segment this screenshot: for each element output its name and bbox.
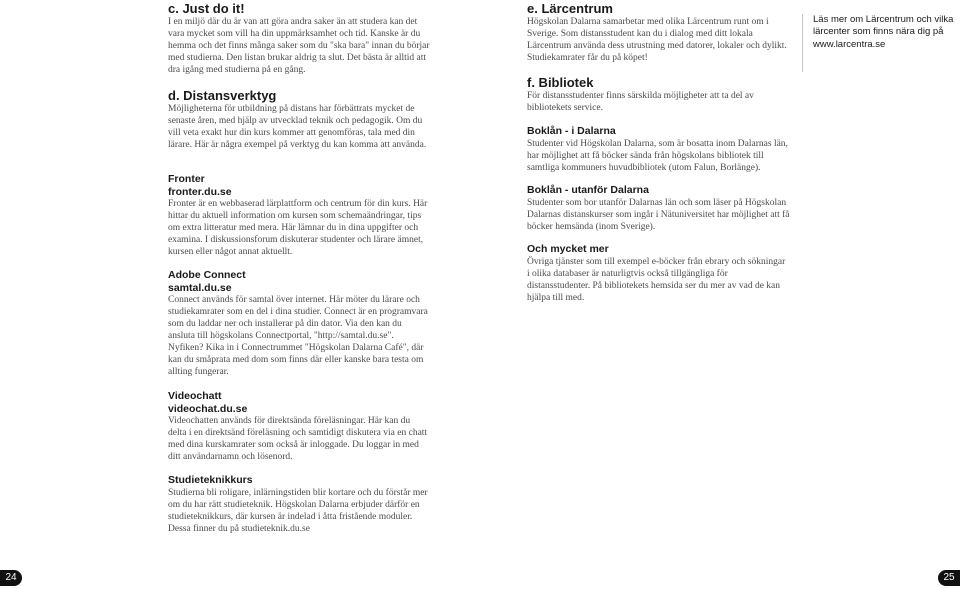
study-title: Studieteknikkurs	[168, 474, 253, 486]
more-title: Och mycket mer	[527, 243, 609, 255]
section-d	[168, 88, 430, 151]
section-f-body: För distansstudenter finns särskilda möjligheter att ta del av bibliotekets service.	[527, 91, 754, 113]
study-body: Studierna bli roligare, inlärningstiden blir kortare och du förstår mer om du har rätt studieteknik. Högskolan Dalarna erbjuder därför en studieteknikkurs, där kursen är indelad i åtta fristående moduler. Dessa finner du på studieteknik.du.se	[168, 487, 428, 534]
section-f-heading: f. Bibliotek	[527, 75, 594, 90]
video-body: Videochatten används för direktsända föreläsningar. Här kan du delta i en direktsänd föreläsning och samtidigt diskutera via en chatt med dina kurskamrater som också är inloggade. Du loggar in med ditt användarnamn och lösenord.	[168, 416, 428, 462]
fronter-title: Fronter	[168, 173, 205, 185]
video-title: Videochatt	[168, 390, 222, 402]
section-e	[527, 1, 790, 64]
section-c	[168, 1, 430, 76]
adobe-block	[168, 269, 430, 378]
loan-inside-block	[527, 125, 790, 174]
sidebar-note	[802, 14, 960, 72]
section-e-body: Högskolan Dalarna samarbetar med olika Lärcentrum runt om i Sverige. Som distansstudent kan du i dialog med ditt lokala Lärcentrum använda dess utrustning med datorer, lokaler och dylikt. Studiekamrater får du på köpet!	[527, 17, 787, 63]
loan-outside-body: Studenter som bor utanför Dalarnas län och som läser på Högskolan Dalarnas distanskurser som ingår i Nätuniversitet har möjlighet att få böcker hemsända (inom Sverige).	[527, 197, 790, 232]
sidebar-note-url: www.larcentra.se	[813, 39, 886, 50]
fronter-body: Fronter är en webbaserad lärplattform och centrum för din kurs. Här hittar du aktuell information om kursen som schemaändringar, tips om extra litteratur med mera. Här lämnar du in dina uppgifter och examina. I diskussionsforum diskuterar studenter och lärare ämnet, kursen eller något annat aktuellt.	[168, 199, 428, 257]
more-body: Övriga tjänster som till exempel e-böcker från ebrary och sökningar i olika databaser är naturligtvis också tillgängliga för distansstudenter. På bibliotekets hemsida ser du mer av vad de kan hjälpa till med.	[527, 256, 786, 303]
loan-inside-body: Studenter vid Högskolan Dalarna, som är bosatta inom Dalarnas län, har möjlighet att få böcker sända från högskolans bibliotek till samtliga kommuners huvudbibliotek (utom Falun, Borlänge).	[527, 138, 788, 173]
page-number-left: 24	[0, 570, 22, 586]
adobe-body: Connect används för samtal över internet. Här möter du lärare och studiekamrater som en del i dina studier. Connect är en programvara som du laddar ner och installerar på din dator. Via den kan du ansluta till högskolans Connectportal, "http://samtal.du.se". Nyfiken? Kika in i Connectrummet "Högskolan Dalarna Café", där kan du småprata med dom som finns där eller kanske bara testa om allting fungerar.	[168, 295, 428, 377]
fronter-block	[168, 173, 430, 258]
video-url: videochat.du.se	[168, 402, 248, 415]
loan-outside-title: Boklån - utanför Dalarna	[527, 184, 649, 196]
section-e-heading: e. Lärcentrum	[527, 1, 613, 16]
section-f	[527, 75, 790, 114]
section-c-body: I en miljö där du är van att göra andra saker än att studera kan det vara mycket som vill ha din uppmärksamhet och tid. Kanske är du hemma och det finns många saker som du "ska bara" innan du börjar med studierna. Den listan brukar aldrig ta slut. Det bästa är alltid att dra igång med studierna på en gång.	[168, 17, 430, 75]
study-block	[168, 474, 430, 535]
page-number-right: 25	[938, 570, 960, 586]
video-block	[168, 390, 430, 463]
more-block	[527, 243, 790, 304]
loan-outside-block	[527, 184, 790, 233]
sidebar-note-text: Läs mer om Lärcentrum och vilka lärcenter som finns nära dig på	[813, 14, 954, 37]
section-c-heading: c. Just do it!	[168, 1, 245, 16]
section-d-body: Möjligheterna för utbildning på distans har förbättrats mycket de senaste åren, med hjälp av utvecklad teknik och pedagogik. Om du vill veta exakt hur din kurs kommer att genomföras, tala med din lärare. Här är några exempel på verktyg du kan komma att använda.	[168, 104, 427, 150]
section-d-heading: d. Distansverktyg	[168, 88, 277, 103]
loan-inside-title: Boklån - i Dalarna	[527, 125, 616, 137]
fronter-url: fronter.du.se	[168, 185, 232, 198]
adobe-url: samtal.du.se	[168, 281, 232, 294]
adobe-title: Adobe Connect	[168, 269, 246, 281]
